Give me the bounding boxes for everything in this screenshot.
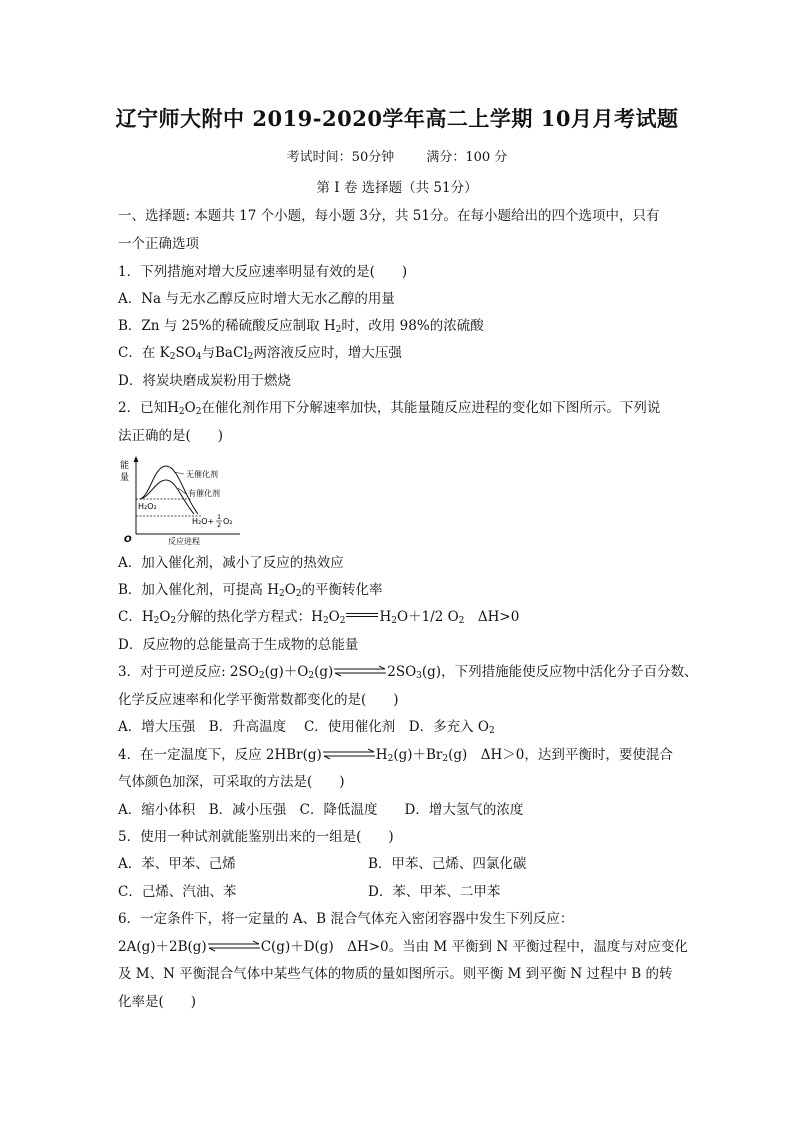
page-title: 辽宁师大附中 2019-2020学年高二上学期 10月月考试题	[115, 106, 679, 131]
energy-diagram	[118, 456, 248, 546]
exam-meta	[0, 146, 794, 165]
fraction-numerator: 1	[217, 513, 222, 521]
q2-option-d: D．反应物的总能量高于生成物的总能量	[118, 637, 359, 653]
q5-option-b: B．甲苯、己烯、四氯化碳	[368, 856, 527, 872]
full-score: 满分：100 分	[426, 150, 508, 165]
reversible-arrow-icon	[207, 940, 261, 952]
label-catalyzed: 有催化剂	[188, 489, 220, 498]
q2-stem-line-1: 2．已知$H_2O_2$在催化剂作用下分解速率加快，其能量随反应进程的变化如下图所示。下列说	[118, 400, 661, 417]
q2-option-b: B．加入催化剂，可提高 $H_2O_2$的平衡转化率	[118, 582, 383, 599]
instructions-line-2: 一个正确选项	[118, 236, 199, 252]
q4-stem-line-2: 气体颜色加深，可采取的方法是( )	[118, 774, 345, 790]
q4-stem-line-1: 4．在一定温度下，反应 2HBr(g) $H_2(g)+Br_2(g)$ ΔH＞0，达到平衡时，要使混合	[118, 747, 673, 764]
y-label-2: 量	[120, 473, 130, 483]
q5-options-row-1	[118, 855, 684, 873]
exam-time: 考试时间：50分钟	[286, 150, 395, 165]
product-label: H₂O+	[192, 517, 215, 526]
q2-option-a: A．加入催化剂，减小了反应的热效应	[118, 555, 344, 571]
label-uncatalyzed: 无催化剂	[186, 470, 218, 479]
equals-arrow-icon	[345, 609, 379, 621]
reversible-arrow-icon	[333, 665, 387, 677]
q1-option-d: D．将炭块磨成炭粉用于燃烧	[118, 373, 291, 389]
section-title: 第 Ⅰ 卷 选择题（共 51分）	[316, 180, 478, 196]
x-axis-label: 反应进程	[168, 537, 200, 546]
q1-option-c: C．在 $K_2SO_4$与BaCl$_2$两溶液反应时，增大压强	[118, 345, 402, 362]
q3-stem-line-2: 化学反应速率和化学平衡常数都变化的是( )	[118, 692, 399, 708]
q1-stem: 1．下列措施对增大反应速率明显有效的是( )	[118, 264, 408, 280]
q6-stem-line-4: 化率是( )	[118, 994, 197, 1010]
q2-stem-line-2: 法正确的是( )	[118, 428, 224, 444]
reactant-label: H₂O₂	[138, 502, 157, 511]
q1-option-a: A．Na 与无水乙醇反应时增大无水乙醇的用量	[118, 291, 395, 307]
q6-stem-line-1: 6．一定条件下，将一定量的 A、B 混合气体充入密闭容器中发生下列反应：	[118, 911, 574, 927]
q6-stem-line-2: 2A(g)＋2B(g) C(g)＋D(g) ΔH>0。当由 M 平衡到 N 平衡过程中，温度与对应变化	[118, 939, 688, 955]
q5-option-a: A．苯、甲苯、己烯	[118, 856, 236, 872]
energy-diagram-svg	[118, 456, 248, 546]
q2-option-c: C．$H_2O_2$分解的热化学方程式：$H_2O_2$ $H_2O+1/2$ $O_2$ ΔH>0	[118, 609, 520, 626]
y-axis-arrow	[134, 456, 139, 462]
q5-options-row-2	[118, 883, 684, 901]
instructions-line-1: 一、选择题: 本题共 17 个小题，每小题 3分，共 51分。在每小题给出的四个选项中，只有	[118, 208, 660, 224]
reversible-arrow-icon	[322, 748, 376, 760]
q3-stem-line-1: 3．对于可逆反应: $2SO_2(g)+O_2(g)$ $2SO_3(g)$，下列措施能使反应物中活化分子百分数、	[118, 664, 698, 681]
origin-label: O	[124, 535, 132, 545]
q5-option-d: D．苯、甲苯、二甲苯	[368, 884, 501, 900]
q4-options: A．缩小体积 B．减小压强 C．降低温度 D．增大氢气的浓度	[118, 802, 524, 818]
fraction-denominator: 2	[217, 521, 222, 529]
q6-stem-line-3: 及 M、N 平衡混合气体中某些气体的物质的量如图所示。则平衡 M 到平衡 N 过程中 B 的转	[118, 966, 673, 982]
q5-option-c: C．己烯、汽油、苯	[118, 884, 237, 900]
product-o2: O₂	[223, 517, 233, 526]
q1-option-b: B．Zn 与 25%的稀硫酸反应制取 $H_2$时，改用 98%的浓硫酸	[118, 318, 484, 335]
q3-options: A．增大压强 B．升高温度 C．使用催化剂 D．多充入 $O_2$	[118, 719, 495, 736]
q5-stem: 5．使用一种试剂就能鉴别出来的一组是( )	[118, 829, 394, 845]
y-label-1: 能	[120, 461, 130, 471]
